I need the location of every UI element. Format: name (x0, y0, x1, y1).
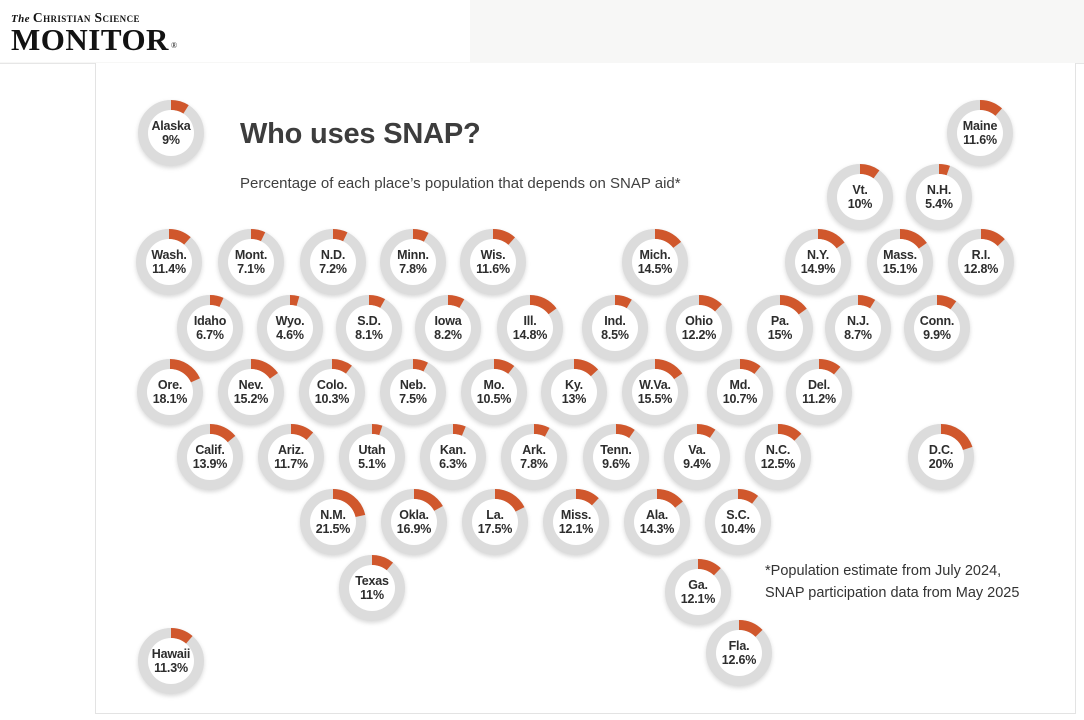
state-label-md (706, 358, 774, 426)
state-value: 13% (561, 392, 587, 406)
state-label-fla (705, 619, 773, 687)
state-label-del (785, 358, 853, 426)
state-label-ill (496, 294, 564, 362)
state-donut-ri (947, 228, 1015, 296)
state-value: 11.2% (802, 392, 836, 406)
state-donut-mass (866, 228, 934, 296)
state-value: 12.1% (680, 592, 716, 606)
state-value: 9.9% (923, 328, 951, 342)
state-donut-wis (459, 228, 527, 296)
state-donut-alaska (137, 99, 205, 167)
state-donut-nj (824, 294, 892, 362)
state-name: Colo. (316, 378, 348, 392)
state-label-colo (298, 358, 366, 426)
state-name: Ariz. (277, 443, 305, 457)
state-donut-calif (176, 423, 244, 491)
state-name: Ill. (523, 314, 537, 328)
state-name: Utah (358, 443, 386, 457)
state-donut-nev (217, 358, 285, 426)
state-name: Wyo. (275, 314, 305, 328)
state-name: S.C. (726, 508, 750, 522)
state-name: Fla. (728, 639, 750, 653)
state-name: N.J. (846, 314, 870, 328)
state-value: 9.6% (602, 457, 630, 471)
state-label-ariz (257, 423, 325, 491)
state-donut-vt (826, 163, 894, 231)
state-value: 10.5% (476, 392, 512, 406)
state-name: Mass. (883, 248, 917, 262)
state-name: Wash. (151, 248, 187, 262)
state-donut-sd (335, 294, 403, 362)
state-label-wis (459, 228, 527, 296)
state-value: 12.5% (760, 457, 796, 471)
state-label-mont (217, 228, 285, 296)
state-label-ohio (665, 294, 733, 362)
state-label-tenn (582, 423, 650, 491)
state-label-okla (380, 488, 448, 556)
state-label-mass (866, 228, 934, 296)
state-donut-dc (907, 423, 975, 491)
state-label-nc (744, 423, 812, 491)
state-name: Mont. (234, 248, 268, 262)
state-value: 14.8% (512, 328, 548, 342)
state-label-wyo (256, 294, 324, 362)
state-label-va (663, 423, 731, 491)
state-donut-texas (338, 554, 406, 622)
state-name: Tenn. (600, 443, 632, 457)
state-name: Minn. (397, 248, 429, 262)
state-name: D.C. (928, 443, 954, 457)
state-name: Ga. (688, 578, 708, 592)
state-value: 12.8% (963, 262, 999, 276)
state-name: W.Va. (639, 378, 671, 392)
state-value: 15.1% (882, 262, 918, 276)
state-label-dc (907, 423, 975, 491)
state-donut-minn (379, 228, 447, 296)
state-label-utah (338, 423, 406, 491)
state-label-nev (217, 358, 285, 426)
state-donut-la (461, 488, 529, 556)
state-value: 10.7% (722, 392, 758, 406)
state-value: 7.1% (237, 262, 265, 276)
state-name: Mich. (639, 248, 671, 262)
state-value: 7.2% (319, 262, 347, 276)
state-name: N.C. (765, 443, 791, 457)
state-label-ore (136, 358, 204, 426)
state-donut-ariz (257, 423, 325, 491)
state-name: Texas (355, 574, 389, 588)
state-value: 11.3% (154, 661, 188, 675)
state-label-mo (460, 358, 528, 426)
state-name: S.D. (357, 314, 381, 328)
state-label-idaho (176, 294, 244, 362)
state-value: 14.3% (639, 522, 675, 536)
chart-subtitle: Percentage of each place’s population that depends on SNAP aid* (240, 175, 681, 192)
state-name: N.Y. (806, 248, 830, 262)
state-name: Nev. (238, 378, 264, 392)
state-value: 11.4% (152, 262, 186, 276)
state-name: Ark. (522, 443, 546, 457)
state-value: 7.8% (399, 262, 427, 276)
state-donut-kan (419, 423, 487, 491)
state-value: 6.3% (439, 457, 467, 471)
state-donut-mo (460, 358, 528, 426)
state-name: Wis. (480, 248, 506, 262)
state-value: 15% (767, 328, 793, 342)
state-donut-wash (135, 228, 203, 296)
state-donut-ill (496, 294, 564, 362)
state-value: 15.2% (233, 392, 269, 406)
state-label-vt (826, 163, 894, 231)
state-value: 16.9% (396, 522, 432, 536)
state-label-sd (335, 294, 403, 362)
state-value: 11.6% (963, 133, 997, 147)
state-label-ala (623, 488, 691, 556)
state-value: 8.7% (844, 328, 872, 342)
state-donut-miss (542, 488, 610, 556)
state-value: 10% (847, 197, 873, 211)
state-label-ind (581, 294, 649, 362)
state-name: Alaska (151, 119, 191, 133)
state-value: 6.7% (196, 328, 224, 342)
state-name: Mo. (483, 378, 505, 392)
state-value: 5.1% (358, 457, 386, 471)
state-value: 8.2% (434, 328, 462, 342)
state-value: 14.9% (800, 262, 836, 276)
state-donut-nm (299, 488, 367, 556)
state-value: 11.7% (274, 457, 308, 471)
state-label-calif (176, 423, 244, 491)
state-value: 12.6% (721, 653, 757, 667)
state-name: Maine (962, 119, 998, 133)
state-value: 4.6% (276, 328, 304, 342)
state-donut-del (785, 358, 853, 426)
state-name: Md. (729, 378, 751, 392)
state-name: N.M. (320, 508, 346, 522)
state-donut-ind (581, 294, 649, 362)
state-donut-ark (500, 423, 568, 491)
state-donut-ala (623, 488, 691, 556)
state-value: 8.5% (601, 328, 629, 342)
state-label-ky (540, 358, 608, 426)
state-donut-hawaii (137, 627, 205, 695)
state-donut-iowa (414, 294, 482, 362)
state-name: Okla. (399, 508, 429, 522)
state-label-maine (946, 99, 1014, 167)
state-value: 9.4% (683, 457, 711, 471)
state-donut-nh (905, 163, 973, 231)
state-value: 14.5% (637, 262, 673, 276)
state-value: 13.9% (192, 457, 228, 471)
state-donut-nd (299, 228, 367, 296)
state-name: Va. (688, 443, 706, 457)
state-label-ark (500, 423, 568, 491)
state-label-alaska (137, 99, 205, 167)
state-value: 10.4% (720, 522, 756, 536)
state-donut-colo (298, 358, 366, 426)
state-donut-maine (946, 99, 1014, 167)
state-donut-mich (621, 228, 689, 296)
state-label-ny (784, 228, 852, 296)
state-value: 18.1% (152, 392, 188, 406)
state-donut-nc (744, 423, 812, 491)
state-value: 12.2% (681, 328, 717, 342)
state-label-minn (379, 228, 447, 296)
logo-christian-science: Christian Science (32, 10, 140, 25)
state-donut-sc (704, 488, 772, 556)
state-name: Neb. (399, 378, 427, 392)
state-donut-conn (903, 294, 971, 362)
state-value: 7.8% (520, 457, 548, 471)
state-value: 5.4% (925, 197, 953, 211)
state-value: 7.5% (399, 392, 427, 406)
state-value: 10.3% (314, 392, 350, 406)
registered-trademark: ® (170, 41, 178, 50)
state-value: 9% (162, 133, 180, 147)
state-donut-ky (540, 358, 608, 426)
state-label-ga (664, 558, 732, 626)
state-name: Ohio (685, 314, 713, 328)
state-name: Calif. (195, 443, 225, 457)
state-donut-wyo (256, 294, 324, 362)
state-label-iowa (414, 294, 482, 362)
state-donut-mont (217, 228, 285, 296)
state-value: 20% (928, 457, 954, 471)
state-donut-okla (380, 488, 448, 556)
state-name: Iowa (434, 314, 462, 328)
state-value: 15.5% (637, 392, 673, 406)
state-name: Vt. (852, 183, 868, 197)
state-label-wva (621, 358, 689, 426)
state-donut-neb (379, 358, 447, 426)
state-label-nj (824, 294, 892, 362)
state-label-texas (338, 554, 406, 622)
state-label-nm (299, 488, 367, 556)
chart-title: Who uses SNAP? (240, 118, 481, 150)
state-name: Conn. (919, 314, 955, 328)
state-label-ri (947, 228, 1015, 296)
state-value: 17.5% (477, 522, 513, 536)
state-label-nd (299, 228, 367, 296)
state-donut-md (706, 358, 774, 426)
state-label-sc (704, 488, 772, 556)
state-value: 8.1% (355, 328, 383, 342)
footnote-line-1: *Population estimate from July 2024, (765, 563, 1002, 579)
state-donut-idaho (176, 294, 244, 362)
state-label-la (461, 488, 529, 556)
state-name: Hawaii (151, 647, 191, 661)
state-label-conn (903, 294, 971, 362)
state-value: 12.1% (558, 522, 594, 536)
state-donut-utah (338, 423, 406, 491)
state-donut-pa (746, 294, 814, 362)
state-name: Miss. (560, 508, 592, 522)
state-label-kan (419, 423, 487, 491)
state-name: Ore. (157, 378, 183, 392)
state-label-nh (905, 163, 973, 231)
state-label-miss (542, 488, 610, 556)
state-name: N.H. (926, 183, 952, 197)
state-label-pa (746, 294, 814, 362)
state-value: 11.6% (476, 262, 510, 276)
state-donut-ny (784, 228, 852, 296)
state-name: R.I. (971, 248, 991, 262)
state-name: N.D. (320, 248, 346, 262)
state-name: La. (486, 508, 504, 522)
state-name: Ala. (645, 508, 669, 522)
state-value: 21.5% (315, 522, 351, 536)
state-donut-va (663, 423, 731, 491)
state-name: Ky. (565, 378, 583, 392)
state-name: Pa. (770, 314, 790, 328)
state-donut-wva (621, 358, 689, 426)
state-donut-fla (705, 619, 773, 687)
footnote-line-2: SNAP participation data from May 2025 (765, 584, 1020, 601)
state-label-wash (135, 228, 203, 296)
state-label-hawaii (137, 627, 205, 695)
state-value: 11% (360, 588, 384, 602)
logo-monitor-text: MONITOR (11, 22, 169, 57)
state-label-mich (621, 228, 689, 296)
state-donut-ore (136, 358, 204, 426)
state-donut-ga (664, 558, 732, 626)
state-name: Del. (807, 378, 831, 392)
state-name: Ind. (604, 314, 626, 328)
logo-the: The (11, 13, 30, 25)
state-name: Idaho (193, 314, 227, 328)
state-label-neb (379, 358, 447, 426)
state-donut-ohio (665, 294, 733, 362)
state-name: Kan. (439, 443, 467, 457)
state-donut-tenn (582, 423, 650, 491)
